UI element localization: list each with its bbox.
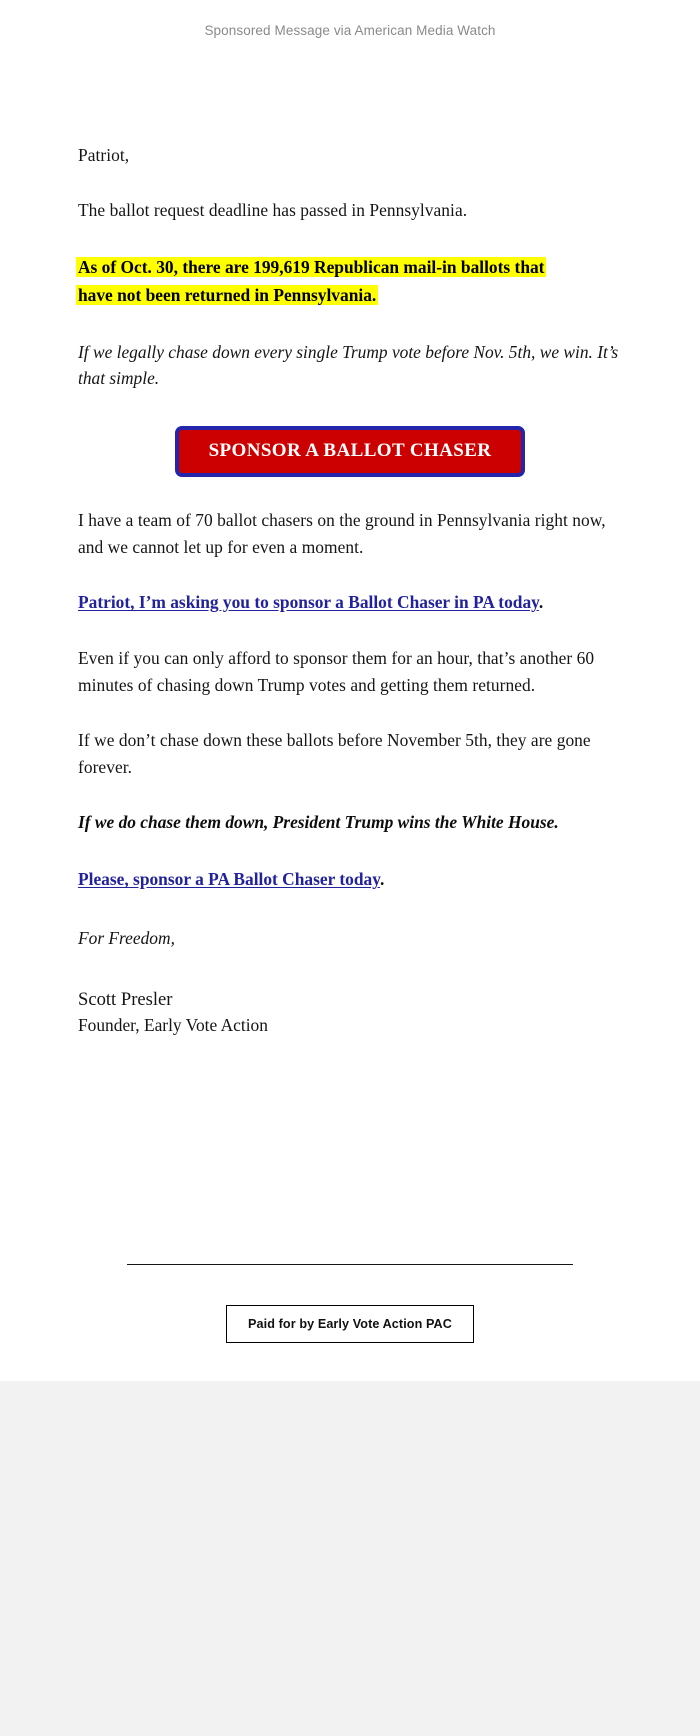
team-paragraph: I have a team of 70 ballot chasers on the ground in Pennsylvania right now, and we cannot let up for even a moment. bbox=[78, 510, 606, 557]
footer-divider bbox=[127, 1264, 573, 1265]
highlight-line-1: As of Oct. 30, there are 199,619 Republican mail-in ballots that bbox=[78, 256, 545, 277]
sponsor-ballot-chaser-button[interactable]: SPONSOR A BALLOT CHASER bbox=[175, 426, 526, 478]
signature-title: Founder, Early Vote Action bbox=[78, 1015, 268, 1036]
deadline-paragraph: If we don’t chase down these ballots before November 5th, they are gone forever. bbox=[78, 730, 591, 777]
cta-container bbox=[78, 426, 622, 478]
link-two-paragraph bbox=[78, 866, 622, 892]
hour-paragraph: Even if you can only afford to sponsor them for an hour, that’s another 60 minutes of chasing down Trump votes and getting them returned. bbox=[78, 648, 595, 695]
sponsor-ballot-chaser-link-one[interactable]: Patriot, I’m asking you to sponsor a Ballot Chaser in PA today bbox=[78, 592, 539, 613]
email-body bbox=[0, 46, 700, 1036]
disclaimer-container bbox=[0, 1305, 700, 1381]
sponsor-label: Sponsored Message via American Media Watch bbox=[204, 23, 496, 38]
sponsor-ballot-chaser-link-two[interactable]: Please, sponsor a PA Ballot Chaser today bbox=[78, 869, 380, 890]
paid-for-by-disclaimer: Paid for by Early Vote Action PAC bbox=[226, 1305, 474, 1343]
footer-spacer bbox=[0, 1036, 700, 1264]
link-one-paragraph bbox=[78, 589, 622, 615]
highlight-line-2-wrap bbox=[78, 281, 622, 309]
sponsor-header bbox=[0, 0, 700, 46]
body-top-spacer bbox=[78, 46, 622, 142]
signature-name: Scott Presler bbox=[78, 989, 173, 1011]
signature-closing: For Freedom, bbox=[78, 928, 175, 949]
italic-pitch-paragraph: If we legally chase down every single Trump vote before Nov. 5th, we win. It’s that simple. bbox=[78, 342, 619, 389]
greeting-text: Patriot, bbox=[78, 145, 130, 165]
link-one-trailing-period: . bbox=[538, 592, 544, 613]
highlight-line-1-wrap bbox=[78, 253, 622, 281]
bottom-gray-band bbox=[0, 1381, 700, 1736]
bold-italic-closing-line: If we do chase them down, President Trump wins the White House. bbox=[78, 812, 559, 833]
link-two-trailing-period: . bbox=[379, 869, 385, 890]
highlight-line-2: have not been returned in Pennsylvania. bbox=[78, 285, 377, 306]
intro-paragraph: The ballot request deadline has passed in Pennsylvania. bbox=[78, 200, 468, 221]
signature-block bbox=[78, 928, 622, 1036]
highlight-block bbox=[78, 253, 622, 309]
